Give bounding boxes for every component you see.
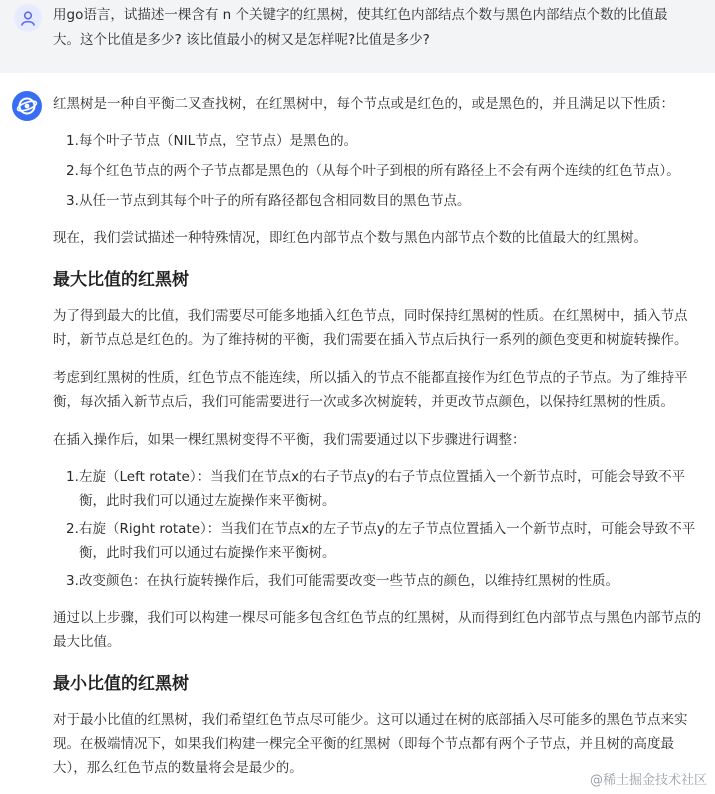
max-ratio-heading: 最大比值的红黑树: [53, 270, 189, 290]
max-paragraph-2: 考虑到红黑树的性质，红色节点不能连续，所以插入的节点不能都直接作为红色节点的子节点。为了维持平衡，每次插入新节点后，我们可能需要进行一次或多次树旋转，并更改节点颜色，以保持红黑树的性质。: [53, 370, 688, 410]
user-message-text: 用go语言，试描述一棵含有 n 个关键字的红黑树，使其红色内部结点个数与黑色内部结点个数的比值最大。这个比值是多少? 该比值最小的树又是怎样呢?比值是多少?: [53, 7, 668, 48]
list-item: 2. 右旋（Right rotate）：当我们在节点x的左子节点y的左子节点位置插入一个新节点时，可能会导致不平衡，此时我们可以通过右旋操作来平衡树。: [66, 521, 696, 561]
user-message-block: [0, 0, 715, 73]
now-paragraph: 现在，我们尝试描述一种特殊情况，即红色内部节点个数与黑色内部节点个数的比值最大的红黑树。: [53, 230, 647, 246]
assistant-response: [53, 91, 703, 780]
list-item: 2. 每个红色节点的两个子节点都是黑色的（从每个叶子到根的所有路径上不会有两个连续的红色节点）。: [66, 163, 680, 179]
watermark: @稀土掘金技术社区: [589, 773, 707, 788]
max-paragraph-3: 在插入操作后，如果一棵红黑树变得不平衡，我们需要通过以下步骤进行调整：: [53, 432, 526, 448]
list-item: 1. 左旋（Left rotate）：当我们在节点x的右子节点y的右子节点位置插入一个新节点时，可能会导致不平衡，此时我们可以通过左旋操作来平衡树。: [66, 469, 686, 509]
max-paragraph-4: 通过以上步骤，我们可以构建一棵尽可能多包含红色节点的红黑树，从而得到红色内部节点与黑色内部节点的最大比值。: [53, 610, 701, 650]
intro-paragraph: 红黑树是一种自平衡二叉查找树，在红黑树中，每个节点或是红色的，或是黑色的，并且满足以下性质：: [53, 96, 674, 112]
bot-logo-icon: [12, 91, 42, 121]
min-ratio-heading: 最小比值的红黑树: [53, 674, 189, 694]
list-item: 3. 从任一节点到其每个叶子的所有路径都包含相同数目的黑色节点。: [66, 193, 471, 209]
max-paragraph-1: 为了得到最大的比值，我们需要尽可能多地插入红色节点，同时保持红黑树的性质。在红黑树中，插入节点时，新节点总是红色的。为了维持树的平衡，我们需要在插入节点后执行一系列的颜色变更和树旋转操作。: [53, 308, 688, 348]
min-paragraph-1: 对于最小比值的红黑树，我们希望红色节点尽可能少。这可以通过在树的底部插入尽可能多的黑色节点来实现。在极端情况下，如果我们构建一棵完全平衡的红黑树（即每个节点都有两个子节点，并且树的高度最大），那么红色节点的数量将会是最少的。: [53, 712, 688, 776]
steps-list: [53, 465, 703, 593]
list-item: 1. 每个叶子节点（NIL节点，空节点）是黑色的。: [66, 133, 358, 149]
list-item: 3. 改变颜色：在执行旋转操作后，我们可能需要改变一些节点的颜色，以维持红黑树的性质。: [66, 573, 619, 589]
properties-list: [53, 129, 703, 213]
user-avatar-icon: [14, 4, 42, 32]
